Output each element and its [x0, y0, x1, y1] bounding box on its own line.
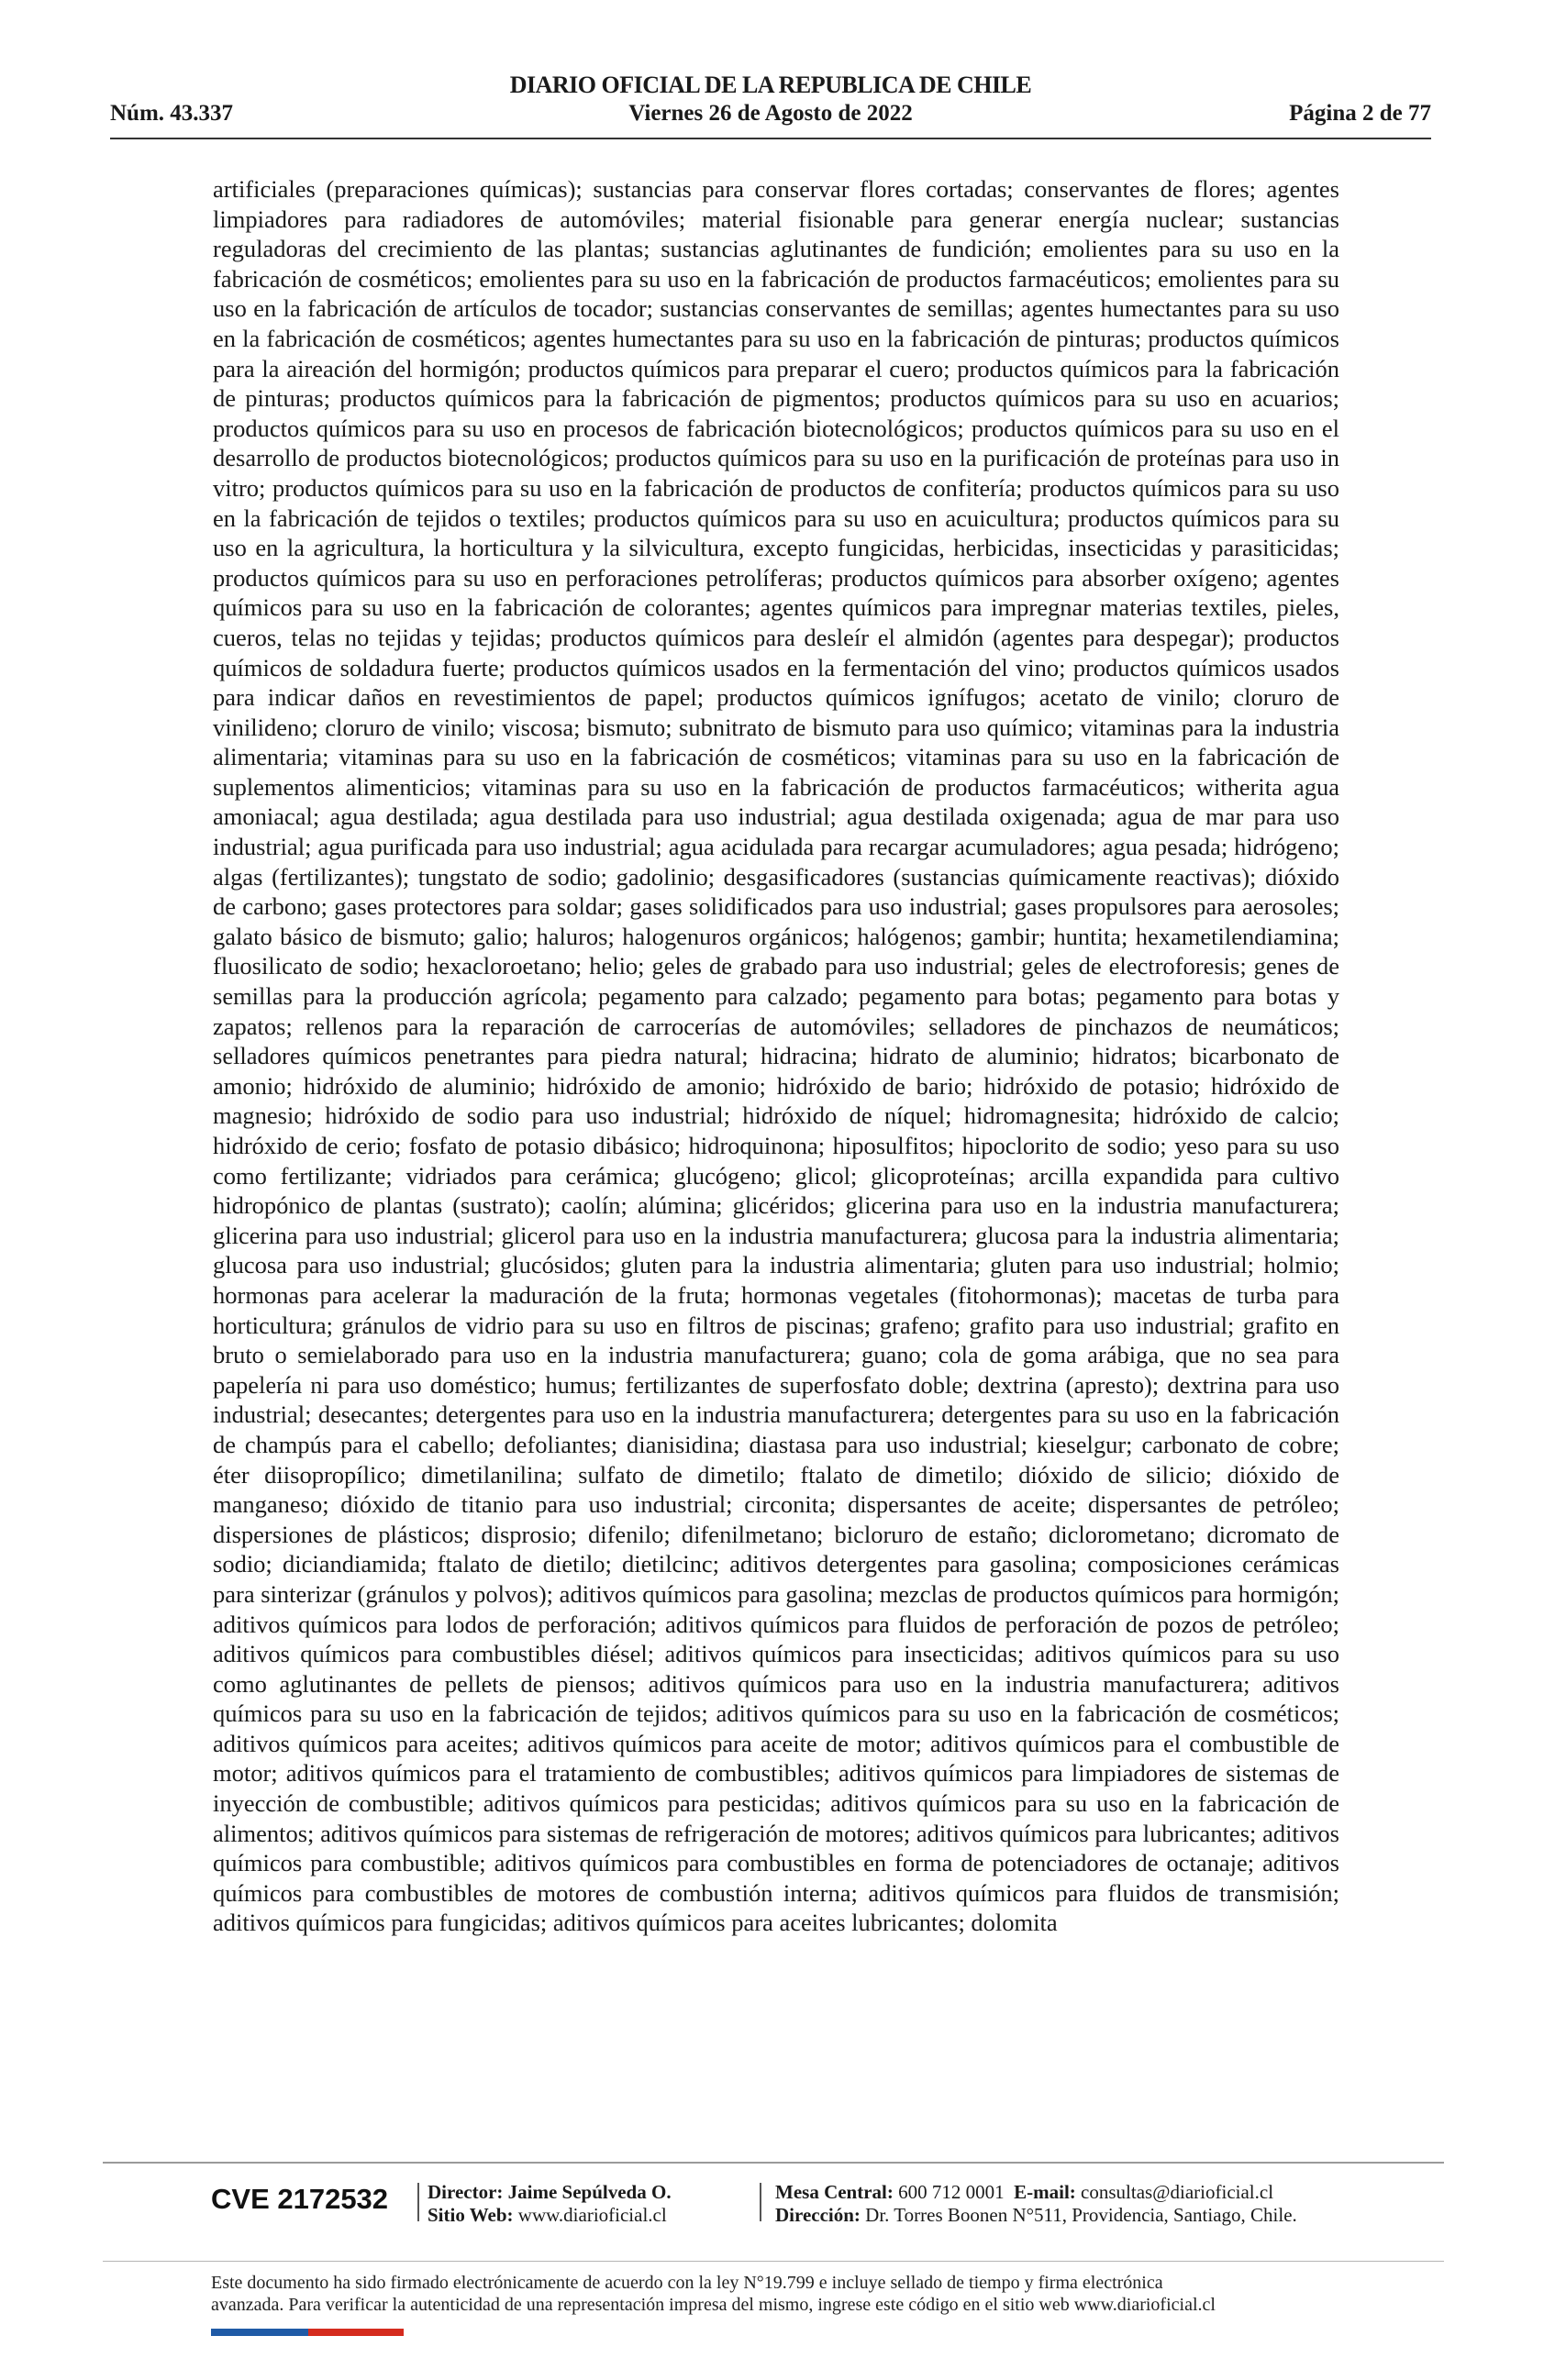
flag-stripe-red — [308, 2329, 404, 2336]
footer-contact-block — [775, 2181, 1297, 2227]
issue-date: Viernes 26 de Agosto de 2022 — [628, 101, 913, 126]
footer-director-block — [428, 2181, 672, 2227]
legal-notice-line: avanzada. Para verificar la autenticidad de una representación impresa del mismo, ingrese este código en el sitio web www.diarioficial.cl — [211, 2295, 1216, 2315]
phone-label: Mesa Central: — [775, 2181, 894, 2203]
director-name: Jaime Sepúlveda O. — [507, 2181, 672, 2203]
email-link[interactable]: consultas@diarioficial.cl — [1081, 2181, 1274, 2203]
address-label: Dirección: — [775, 2204, 861, 2226]
legal-divider — [103, 2261, 1444, 2262]
legal-notice — [211, 2272, 1349, 2316]
flag-stripe-blue — [211, 2329, 308, 2336]
website-line — [428, 2204, 672, 2227]
website-link[interactable]: www.diarioficial.cl — [517, 2204, 667, 2226]
phone-number: 600 712 0001 — [898, 2181, 1005, 2203]
address-line — [775, 2204, 1297, 2227]
legal-notice-line: Este documento ha sido firmado electrónicamente de acuerdo con la ley N°19.799 e incluye sellado de tiempo y firma electrónica — [211, 2273, 1163, 2293]
website-label: Sitio Web: — [428, 2204, 514, 2226]
header-divider — [110, 138, 1431, 139]
publication-title: DIARIO OFICIAL DE LA REPUBLICA DE CHILE — [509, 72, 1032, 98]
page-number: Página 2 de 77 — [1289, 101, 1431, 126]
address-value: Dr. Torres Boonen N°511, Providencia, Santiago, Chile. — [865, 2204, 1297, 2226]
footer-column-divider — [417, 2183, 419, 2221]
footer-column-divider — [760, 2183, 761, 2221]
director-line — [428, 2181, 672, 2204]
footer-divider — [103, 2162, 1444, 2164]
cve-code: CVE 2172532 — [211, 2183, 389, 2215]
body-text: artificiales (preparaciones químicas); sustancias para conservar flores cortadas; conservantes de flores; agentes limpiadores para radiadores de automóviles; material fisionable para generar energía nuclear; sustancias reguladoras del crecimiento de las plantas; sustancias aglutinantes de fundición; emolientes para su uso en la fabricación de cosméticos; emolientes para su uso en la fabricación de productos farmacéuticos; emolientes para su uso en la fabricación de artículos de tocador; sustancias conservantes de semillas; agentes humectantes para su uso en la fabricación de cosméticos; agentes humectantes para su uso en la fabricación de pinturas; productos químicos para la aireación del hormigón; productos químicos para preparar el cuero; productos químicos para la fabricación de pinturas; productos químicos para la fabricación de pigmentos; productos químicos para su uso en acuarios; productos químicos para su uso en procesos de fabricación biotecnológicos; productos químicos para su uso en el desarrollo de productos biotecnológicos; productos químicos para su uso en la purificación de proteínas para uso in vitro; productos químicos para su uso en la fabricación de productos de confitería; productos químicos para su uso en la fabricación de tejidos o textiles; productos químicos para su uso en acuicultura; productos químicos para su uso en la agricultura, la horticultura y la silvicultura, excepto fungicidas, herbicidas, insecticidas y parasiticidas; productos químicos para su uso en perforaciones petrolíferas; productos químicos para absorber oxígeno; agentes químicos para su uso en la fabricación de colorantes; agentes químicos para impregnar materias textiles, pieles, cueros, telas no tejidas y tejidas; productos químicos para desleír el almidón (agentes para despegar); productos químicos de soldadura fuerte; productos químicos usados en la fermentación del vino; productos químicos usados para indicar daños en revestimientos de papel; productos químicos ignífugos; acetato de vinilo; cloruro de vinilideno; cloruro de vinilo; viscosa; bismuto; subnitrato de bismuto para uso químico; vitaminas para la industria alimentaria; vitaminas para su uso en la fabricación de cosméticos; vitaminas para su uso en la fabricación de suplementos alimenticios; vitaminas para su uso en la fabricación de productos farmacéuticos; witherita agua amoniacal; agua destilada; agua destilada para uso industrial; agua destilada oxigenada; agua de mar para uso industrial; agua purificada para uso industrial; agua acidulada para recargar acumuladores; agua pesada; hidrógeno; algas (fertilizantes); tungstato de sodio; gadolinio; desgasificadores (sustancias químicamente reactivas); dióxido de carbono; gases protectores para soldar; gases solidificados para uso industrial; gases propulsores para aerosoles; galato básico de bismuto; galio; haluros; halogenuros orgánicos; halógenos; gambir; huntita; hexametilendiamina; fluosilicato de sodio; hexacloroetano; helio; geles de grabado para uso industrial; geles de electroforesis; genes de semillas para la producción agrícola; pegamento para calzado; pegamento para botas; pegamento para botas y zapatos; rellenos para la reparación de carrocerías de automóviles; selladores de pinchazos de neumáticos; selladores químicos penetrantes para piedra natural; hidracina; hidrato de aluminio; hidratos; bicarbonato de amonio; hidróxido de aluminio; hidróxido de amonio; hidróxido de bario; hidróxido de potasio; hidróxido de magnesio; hidróxido de sodio para uso industrial; hidróxido de níquel; hidromagnesita; hidróxido de calcio; hidróxido de cerio; fosfato de potasio dibásico; hidroquinona; hiposulfitos; hipoclorito de sodio; yeso para su uso como fertilizante; vidriados para cerámica; glucógeno; glicol; glicoproteínas; arcilla expandida para cultivo hidropónico de plantas (sustrato); caolín; alúmina; glicéridos; glicerina para uso en la industria manufacturera; glicerina para uso industrial; glicerol para uso en la industria manufacturera; glucosa para la industria alimentaria; glucosa para uso industrial; glucósidos; gluten para la industria alimentaria; gluten para uso industrial; holmio; hormonas para acelerar la maduración de la fruta; hormonas vegetales (fitohormonas); macetas de turba para horticultura; gránulos de vidrio para su uso en filtros de piscinas; grafeno; grafito para uso industrial; grafito en bruto o semielaborado para uso en la industria manufacturera; guano; cola de goma arábiga, que no sea para papelería ni para uso doméstico; humus; fertilizantes de superfosfato doble; dextrina (apresto); dextrina para uso industrial; desecantes; detergentes para uso en la industria manufacturera; detergentes para su uso en la fabricación de champús para el cabello; defoliantes; dianisidina; diastasa para uso industrial; kieselgur; carbonato de cobre; éter diisopropílico; dimetilanilina; sulfato de dimetilo; ftalato de dimetilo; dióxido de silicio; dióxido de manganeso; dióxido de titanio para uso industrial; circonita; dispersantes de aceite; dispersantes de petróleo; dispersiones de plásticos; disprosio; difenilo; difenilmetano; bicloruro de estaño; diclorometano; dicromato de sodio; diciandiamida; ftalato de dietilo; dietilcinc; aditivos detergentes para gasolina; composiciones cerámicas para sinterizar (gránulos y polvos); aditivos químicos para gasolina; mezclas de productos químicos para hormigón; aditivos químicos para lodos de perforación; aditivos químicos para fluidos de perforación de pozos de petróleo; aditivos químicos para combustibles diésel; aditivos químicos para insecticidas; aditivos químicos para su uso como aglutinantes de pellets de piensos; aditivos químicos para uso en la industria manufacturera; aditivos químicos para su uso en la fabricación de tejidos; aditivos químicos para su uso en la fabricación de cosméticos; aditivos químicos para aceites; aditivos químicos para aceite de motor; aditivos químicos para el combustible de motor; aditivos químicos para el tratamiento de combustibles; aditivos químicos para limpiadores de sistemas de inyección de combustible; aditivos químicos para pesticidas; aditivos químicos para su uso en la fabricación de alimentos; aditivos químicos para sistemas de refrigeración de motores; aditivos químicos para lubricantes; aditivos químicos para combustible; aditivos químicos para combustibles en forma de potenciadores de octanaje; aditivos químicos para combustibles de motores de combustión interna; aditivos químicos para fluidos de transmisión; aditivos químicos para fungicidas; aditivos químicos para aceites lubricantes; dolomita — [213, 175, 1339, 1937]
header-title-block — [110, 72, 1431, 128]
contact-line — [775, 2181, 1297, 2204]
issue-number: Núm. 43.337 — [110, 101, 234, 126]
director-label: Director: — [428, 2181, 504, 2203]
page-header — [110, 72, 1431, 136]
email-label: E-mail: — [1014, 2181, 1076, 2203]
